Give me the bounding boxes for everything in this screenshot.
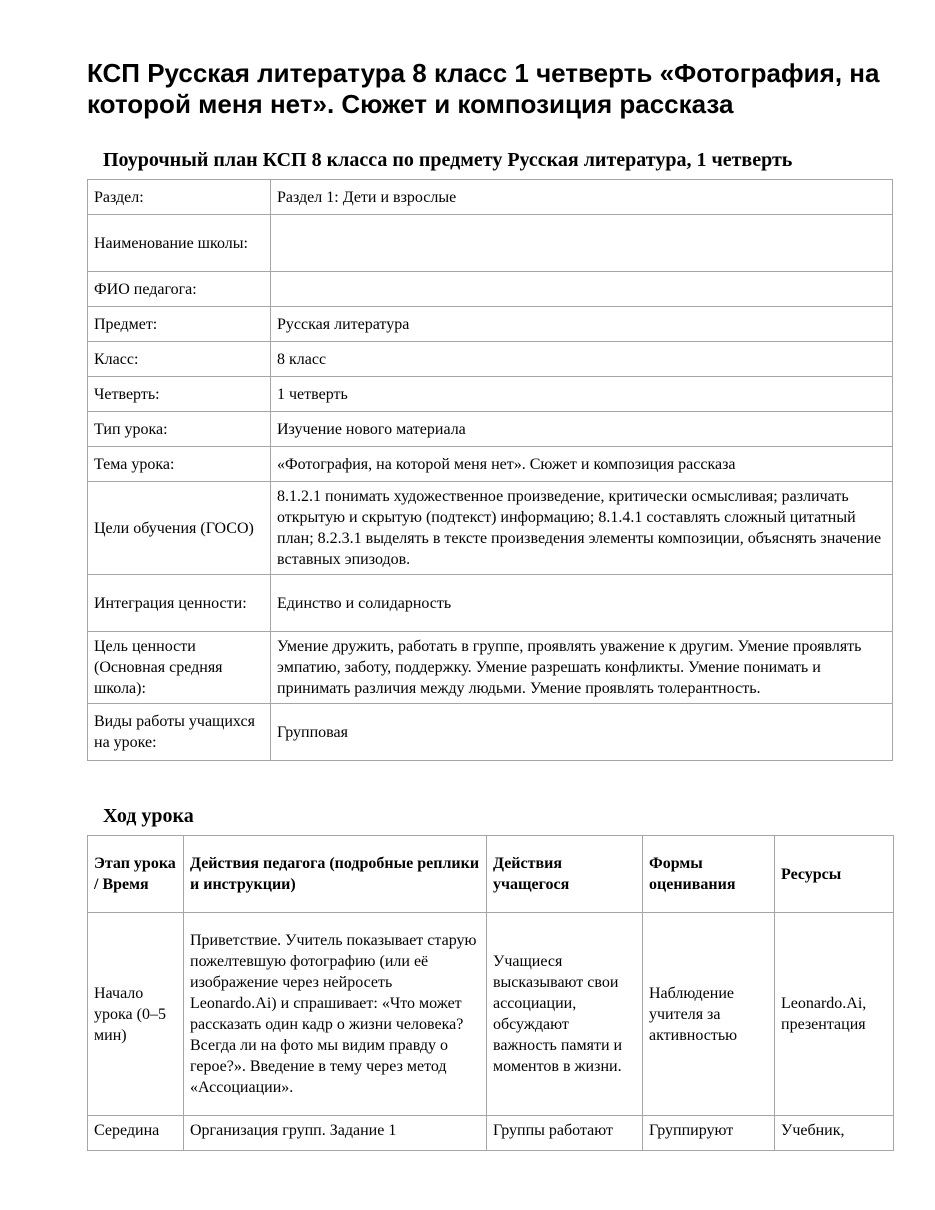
table-row (88, 1116, 894, 1151)
table-row (88, 307, 893, 342)
row-label: Наименование школы: (88, 215, 271, 272)
row-label: Раздел: (88, 180, 271, 215)
row-value: Русская литература (271, 307, 893, 342)
table-row (88, 272, 893, 307)
lesson-progress-table (87, 835, 894, 1151)
row-value (271, 215, 893, 272)
table-row (88, 913, 894, 1116)
teacher-actions-cell: Организация групп. Задание 1 (184, 1116, 487, 1151)
assessment-cell: Группируют (643, 1116, 775, 1151)
row-value: Единство и солидарность (271, 575, 893, 632)
row-value: Умение дружить, работать в группе, проявлять уважение к другим. Умение проявлять эмпатию, заботу, поддержку. Умение разрешать конфликты. Умение понимать и принимать различия между людьми. Умение проявлять толерантность. (271, 632, 893, 704)
lesson-plan-info-table (87, 179, 893, 761)
column-header-teacher: Действия педагога (подробные реплики и инструкции) (184, 836, 487, 913)
column-header-assessment: Формы оценивания (643, 836, 775, 913)
stage-cell: Середина (88, 1116, 184, 1151)
table-row (88, 180, 893, 215)
row-label: Виды работы учащихся на уроке: (88, 704, 271, 761)
plan-heading: Поурочный план КСП 8 класса по предмету Русская литература, 1 четверть (103, 149, 793, 171)
teacher-actions-cell: Приветствие. Учитель показывает старую пожелтевшую фотографию (или её изображение через нейросеть Leonardo.Ai) и спрашивает: «Что может рассказать один кадр о жизни человека? Всегда ли на фото мы видим правду о герое?». Введение в тему через метод «Ассоциации». (184, 913, 487, 1116)
student-actions-cell: Учащиеся высказывают свои ассоциации, обсуждают важность памяти и моментов в жизни. (487, 913, 643, 1116)
table-row (88, 377, 893, 412)
student-actions-cell: Группы работают (487, 1116, 643, 1151)
row-value: 8 класс (271, 342, 893, 377)
row-value: Изучение нового материала (271, 412, 893, 447)
resources-cell: Учебник, (775, 1116, 894, 1151)
assessment-cell: Наблюдение учителя за активностью (643, 913, 775, 1116)
row-label: Четверть: (88, 377, 271, 412)
row-value: Раздел 1: Дети и взрослые (271, 180, 893, 215)
stage-cell: Начало урока (0–5 мин) (88, 913, 184, 1116)
row-label: Интеграция ценности: (88, 575, 271, 632)
table-row (88, 482, 893, 575)
table-row (88, 412, 893, 447)
table-row (88, 632, 893, 704)
column-header-resources: Ресурсы (775, 836, 894, 913)
document-title: КСП Русская литература 8 класс 1 четверть «Фотография, на которой меня нет». Сюжет и композиция рассказа (87, 58, 880, 119)
row-value: Групповая (271, 704, 893, 761)
row-label: Предмет: (88, 307, 271, 342)
row-label: Цель ценности (Основная средняя школа): (88, 632, 271, 704)
row-label: Цели обучения (ГОСО) (88, 482, 271, 575)
table-header-row (88, 836, 894, 913)
row-label: Тема урока: (88, 447, 271, 482)
resources-cell: Leonardo.Ai, презентация (775, 913, 894, 1116)
row-label: Тип урока: (88, 412, 271, 447)
row-value (271, 272, 893, 307)
table-row (88, 447, 893, 482)
column-header-student: Действия учащегося (487, 836, 643, 913)
table-row (88, 575, 893, 632)
lesson-heading: Ход урока (103, 805, 194, 827)
row-label: Класс: (88, 342, 271, 377)
row-label: ФИО педагога: (88, 272, 271, 307)
row-value: 8.1.2.1 понимать художественное произведение, критически осмысливая; различать открытую и скрытую (подтекст) информацию; 8.1.4.1 составлять сложный цитатный план; 8.2.3.1 выделять в тексте произведения элементы композиции, объяснять значение вставных эпизодов. (271, 482, 893, 575)
table-row (88, 215, 893, 272)
row-value: «Фотография, на которой меня нет». Сюжет и композиция рассказа (271, 447, 893, 482)
column-header-stage: Этап урока / Время (88, 836, 184, 913)
row-value: 1 четверть (271, 377, 893, 412)
table-row (88, 704, 893, 761)
table-row (88, 342, 893, 377)
